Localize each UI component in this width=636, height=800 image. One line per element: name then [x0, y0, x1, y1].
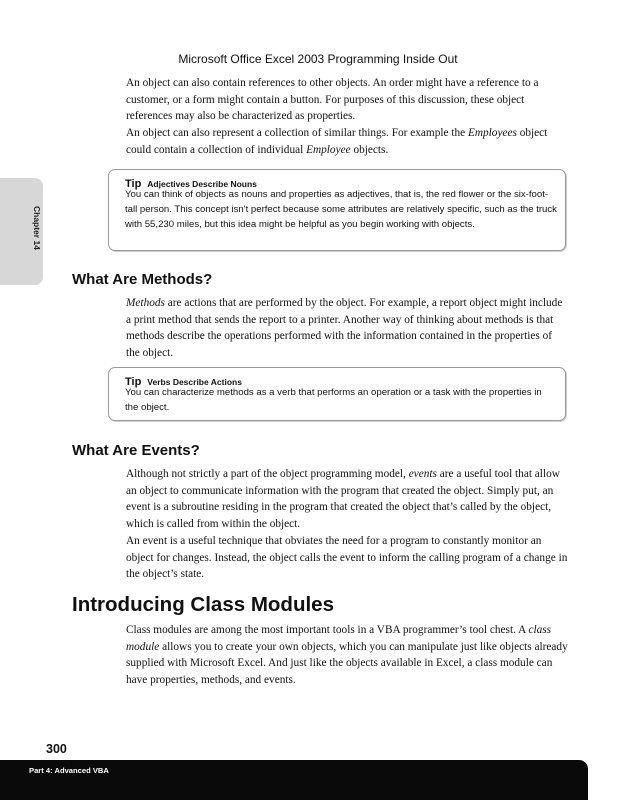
- methods-paragraph: Methods are actions that are performed by the object. For example, a report object might include a print method that sends the report to a printer. Another way of thinking about methods is that methods describe the operations performed with the information contained in the properties of the object.: [126, 297, 563, 359]
- events-paragraph-1: Although not strictly a part of the object programming model, events are a useful tool that allow an object to communicate information with the program that created the object. Simply put, an event is a subroutine residing in the program that created the object that’s called by the object, which is called from within the object.: [126, 468, 560, 530]
- tip-body: You can characterize methods as a verb that performs an operation or a task with the properties in the object.: [125, 387, 542, 414]
- footer-part-label: Part 4: Advanced VBA: [29, 766, 109, 775]
- class-modules-paragraph: Class modules are among the most important tools in a VBA programmer’s tool chest. A class module allows you to create your own objects, which you can manipulate just like objects already supplied with Microsoft Excel. And just like the objects available in Excel, a class module can have properties, methods, and events.: [126, 624, 568, 686]
- running-header-title: Microsoft Office Excel 2003 Programming Inside Out: [178, 52, 458, 66]
- page-number: 300: [46, 742, 67, 756]
- tip-label: Tip: [125, 178, 142, 190]
- tip-label: Tip: [125, 376, 142, 388]
- intro-paragraph-1: An object can also contain references to other objects. An order might have a reference to a customer, or a form might contain a button. For purposes of this discussion, these object references may also be characterized as properties.: [126, 77, 539, 122]
- class-modules-heading: Introducing Class Modules: [72, 593, 334, 616]
- chapter-tab-label: Chapter 14: [32, 206, 42, 250]
- tip-box-adjectives: [108, 169, 566, 251]
- methods-term: Methods: [126, 297, 165, 309]
- events-term: events: [408, 468, 437, 480]
- tip-body: You can think of objects as nouns and properties as adjectives, that is, the red flower or the six-foot-tall person. This concept isn't perfect because some attributes are relatively specific, such as the truck with 55,230 miles, but this idea might be helpful as you begin working with objects.: [125, 189, 557, 231]
- tip-title: Verbs Describe Actions: [147, 377, 242, 387]
- class-module-term: class module: [126, 624, 552, 653]
- events-heading: What Are Events?: [72, 442, 200, 459]
- tip-title: Adjectives Describe Nouns: [147, 179, 257, 189]
- methods-heading: What Are Methods?: [72, 271, 213, 288]
- employees-term: Employees: [467, 127, 517, 139]
- intro-paragraph-2: An object can also represent a collection of similar things. For example the Employees object could contain a collection of individual Employee objects.: [126, 127, 548, 156]
- events-paragraph-2: An event is a useful technique that obviates the need for a program to constantly monitor an object for changes. Instead, the object calls the event to inform the calling program of a change in the object’s state.: [126, 535, 568, 580]
- employee-term: Employee: [306, 143, 351, 156]
- tip-box-verbs: [108, 367, 566, 421]
